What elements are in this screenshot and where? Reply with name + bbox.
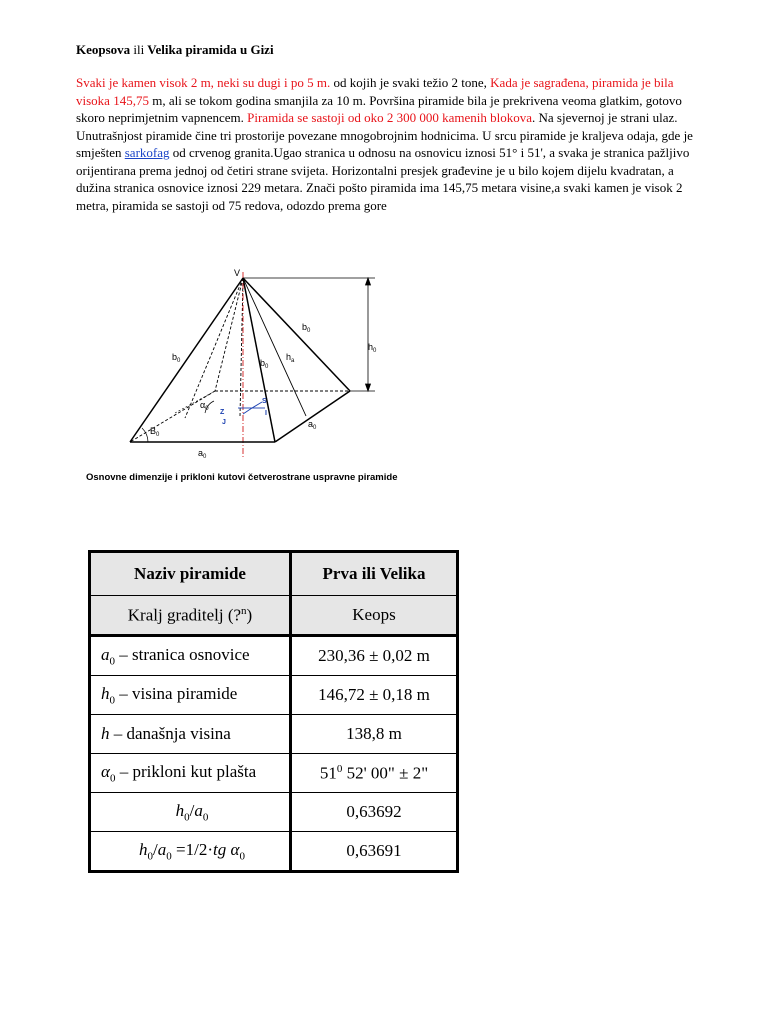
label-beta: $B_0$ [150, 426, 160, 438]
hidden-edges [130, 278, 350, 442]
label-h0: $h_0$ [368, 342, 377, 354]
label-b0-mid: $b_0$ [260, 358, 269, 370]
text-weight: od kojih je svaki težio 2 tone, [330, 75, 491, 90]
table-row [90, 793, 458, 832]
label-ha: $h_a$ [286, 352, 295, 364]
pyramid-spec-table [88, 550, 459, 873]
table-subheader-row [90, 596, 458, 636]
label-alpha: $\alpha_0$ [200, 400, 209, 412]
table-row [90, 715, 458, 754]
red-text-blocks: Piramida se sastoji od oko 2 300 000 kamenih blokova [247, 110, 533, 125]
ha-line [243, 278, 306, 416]
label-a0-right: $a_0$ [308, 419, 317, 431]
table-row [90, 754, 458, 793]
text-interior: . Na sjevernoj je strani ulaz. Unutrašnjost piramide čine tri prostorije povezane mnogobrojnim hodnicima. U srcu piramide je kraljeva odaja, gde je smješten [76, 110, 693, 160]
row-value: 0,63691 [291, 832, 458, 872]
text-granite: od crvenog granita.Ugao stranica u odnosu na osnovicu iznosi 51° i 51', a svaka je stranica pažljivo orijentirana prema jednoj od četiri strane svijeta. Horizontalni presjek građevine je u bilo kojem dijelu kvadratan, a dužina stranica osnovice iznosi 229 metara. Znači pošto piramida ima 145,75 metara visine,a svaki kamen je visok 2 metra, piramida se sastoji od 75 redova, odozdo prema gore [76, 145, 690, 213]
row-value: 230,36 ± 0,02 m [291, 636, 458, 676]
text-surface: m, ali se tokom godina smanjila za 10 m. Površina piramide bila je prekrivena veoma glatkim, gotovo skoro neprimjetnim vapnencem. [76, 92, 682, 125]
table-row [90, 832, 458, 872]
label-b0-right: $b_0$ [302, 322, 311, 334]
header-naziv: Naziv piramide [90, 552, 291, 596]
row-value: 138,8 m [291, 715, 458, 754]
compass-i: I [265, 410, 267, 417]
table-row [90, 636, 458, 676]
label-a0-bottom: $a_0$ [198, 448, 207, 460]
body-paragraph [76, 74, 696, 214]
sarkofag-link[interactable]: sarkofag [124, 145, 170, 160]
row-label: h – današnja visina [90, 715, 291, 754]
row-label: $a_0$ – stranica osnovice [90, 636, 291, 676]
compass-z: Z [220, 409, 225, 416]
row-value: 146,72 ± 0,18 m [291, 676, 458, 715]
row-label: $\alpha_0$ – prikloni kut plašta [90, 754, 291, 793]
compass-s: S [262, 398, 267, 405]
compass-rose [238, 402, 265, 414]
table-row [90, 676, 458, 715]
heading-velika-piramida: Velika piramida u Gizi [147, 42, 274, 57]
heading-ili: ili [133, 42, 145, 57]
pyramid-diagram [110, 258, 410, 470]
red-text-built-height: Kada je sagrađena, piramida je bila visoka 145,75 [76, 75, 674, 108]
row-value: $51^0$ 52' 00" ± 2" [291, 754, 458, 793]
h0-dimension [243, 278, 375, 391]
heading-keopsova: Keopsova [76, 42, 131, 57]
row-label: $h_0$ – visina piramide [90, 676, 291, 715]
table-header-row [90, 552, 458, 596]
diagram-caption: Osnovne dimenzije i prikloni kutovi četverostrane uspravne piramide [86, 472, 398, 483]
compass-j: J [222, 419, 226, 426]
row-value: 0,63692 [291, 793, 458, 832]
document-heading [76, 42, 274, 58]
red-text-stone-height: Svaki je kamen visok 2 m, neki su dugi i po 5 m. [76, 75, 331, 90]
label-v: V [234, 268, 241, 278]
subheader-label: Kralj graditelj (?$^n$) [90, 596, 291, 636]
label-b0-left: $b_0$ [172, 352, 181, 364]
beta-arc [142, 428, 148, 442]
row-formula: $h_0/a_0$ [90, 793, 291, 832]
header-prva: Prva ili Velika [291, 552, 458, 596]
row-formula: $h_0/a_0 =1/2\cdot tg$ $\alpha_0$ [90, 832, 291, 872]
subheader-value: Keops [291, 596, 458, 636]
visible-edges [130, 278, 350, 442]
